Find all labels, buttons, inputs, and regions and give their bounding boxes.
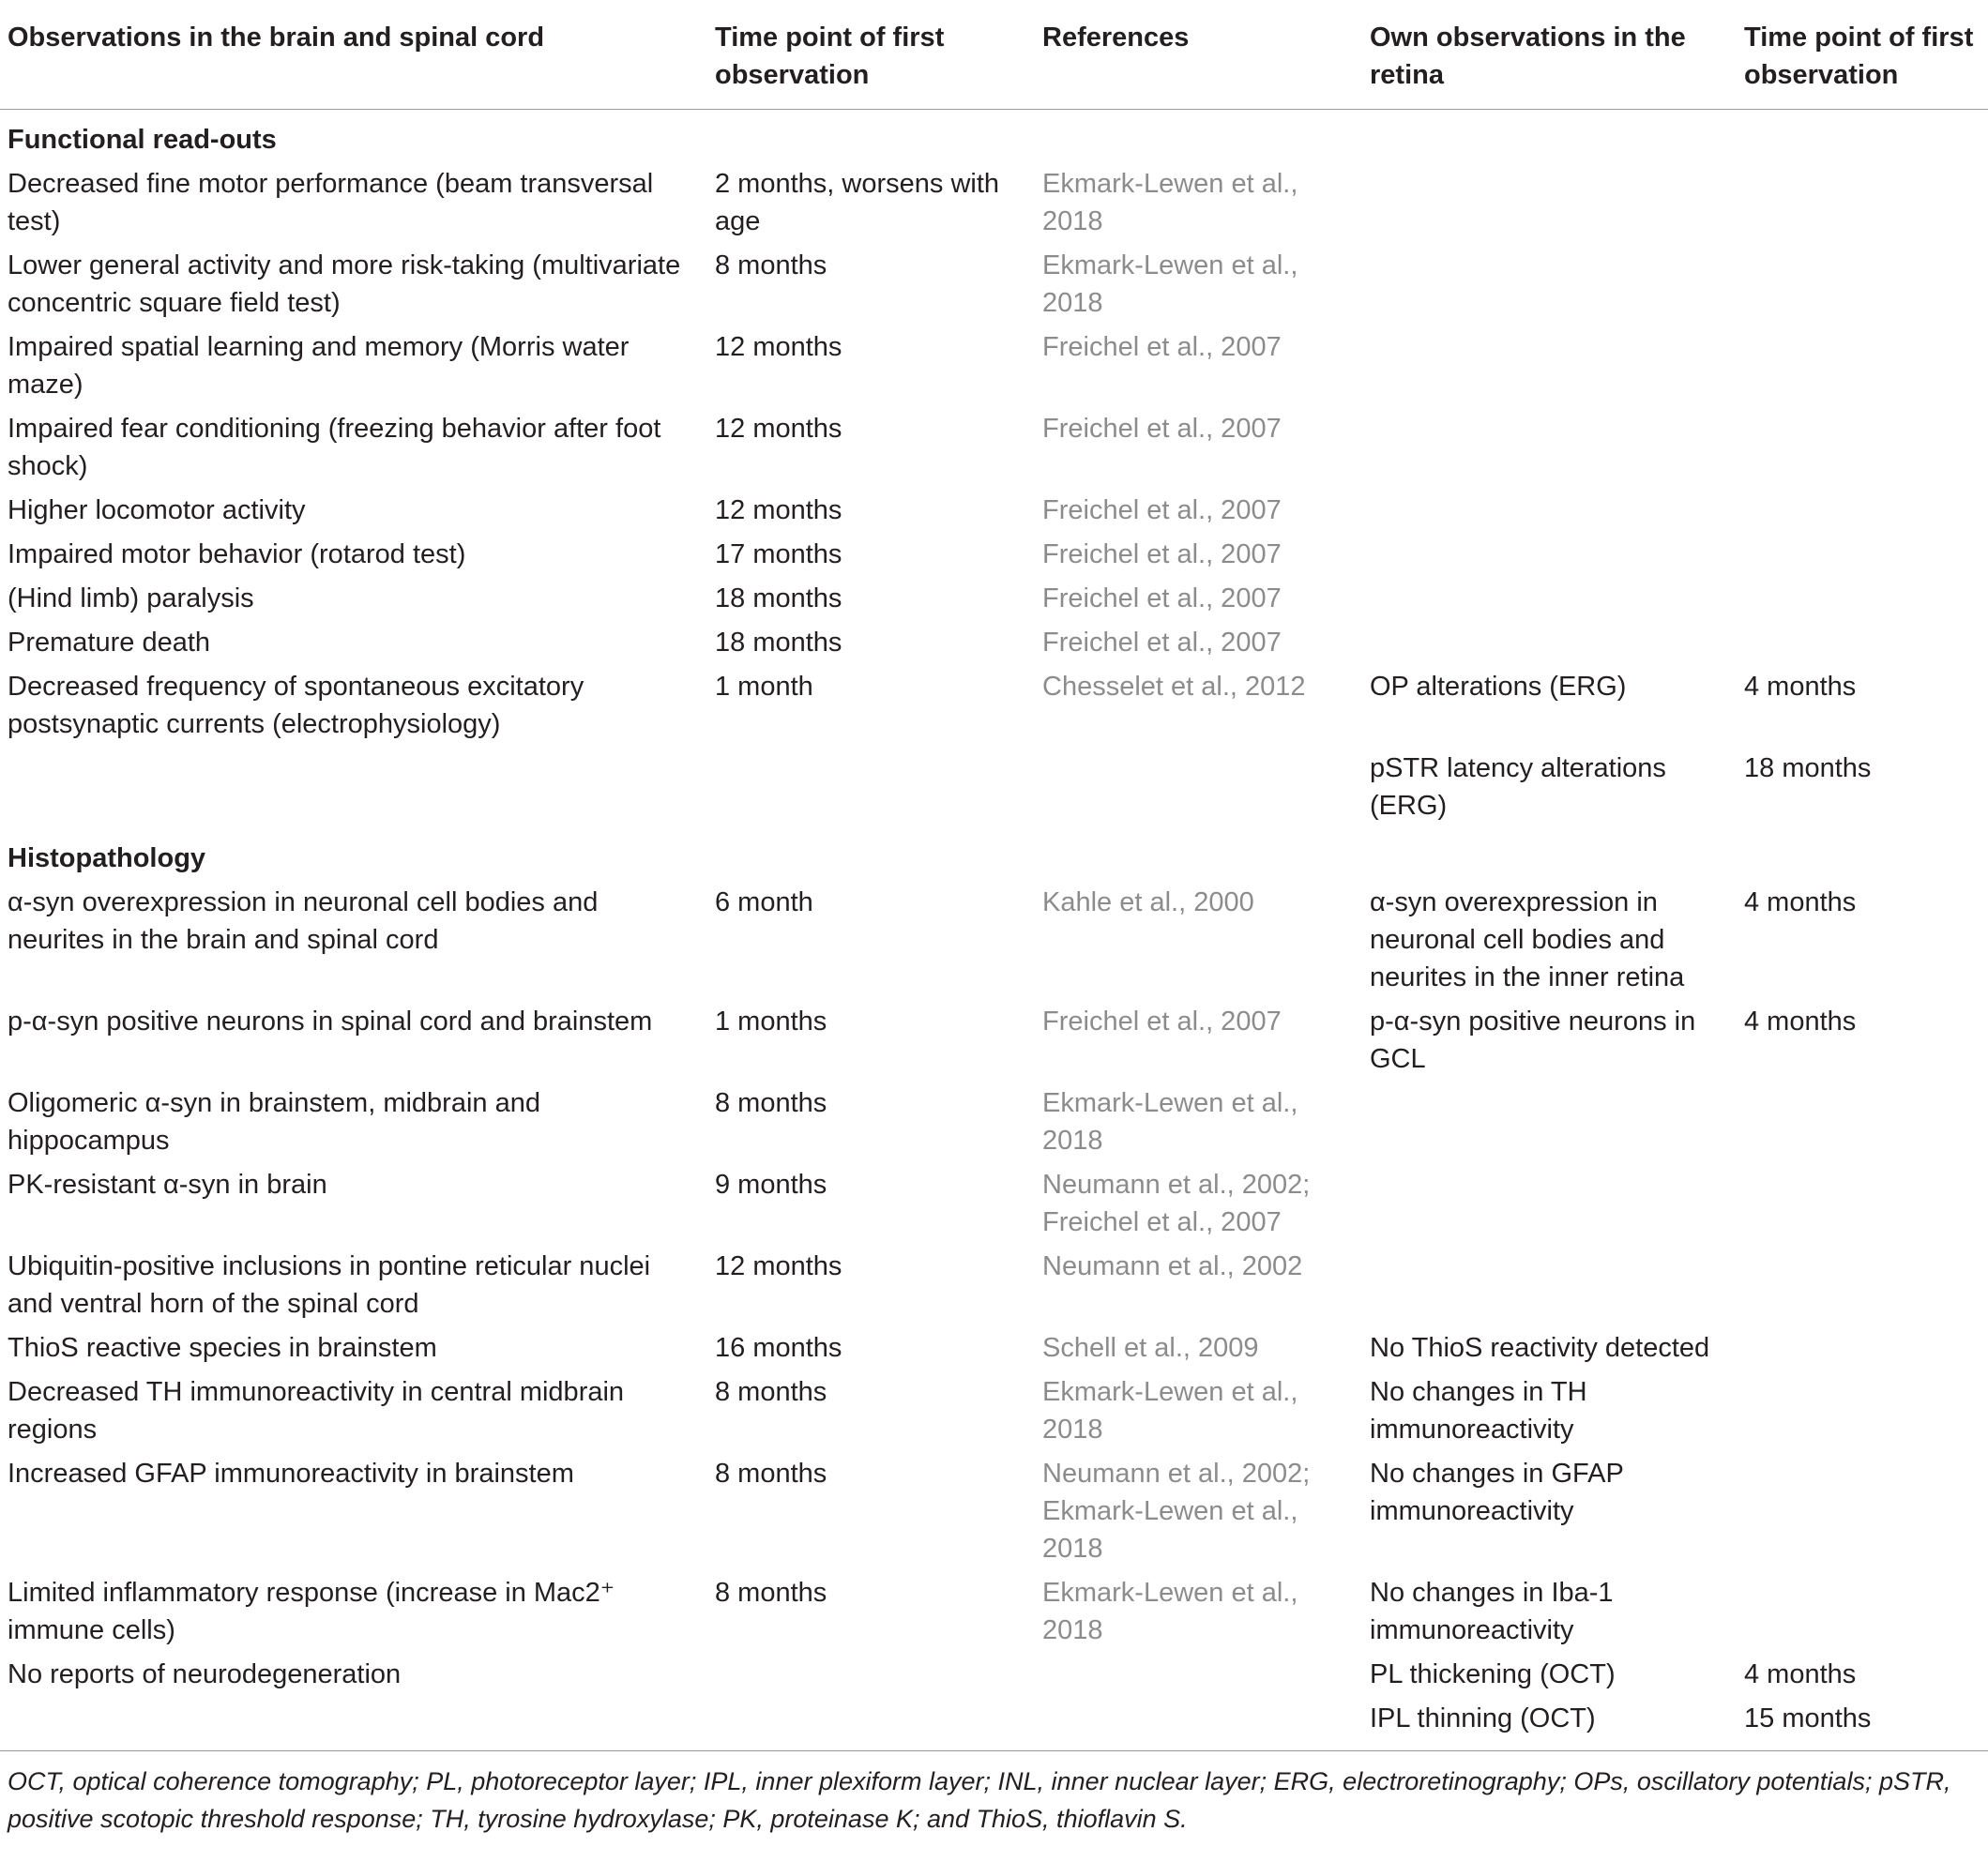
retina-observation-cell: No changes in GFAP immunoreactivity <box>1370 1459 1624 1526</box>
table-row <box>0 1653 1988 1697</box>
reference-cell: Freichel et al., 2007 <box>1042 332 1282 362</box>
brain-observation-cell: Lower general activity and more risk-taking (multivariate concentric square field test) <box>8 250 681 318</box>
header-row <box>0 0 1988 110</box>
brain-observation-cell: Impaired motor behavior (rotarod test) <box>8 539 466 569</box>
retina-observation-cell <box>1362 533 1737 577</box>
brain-observation-cell: α-syn overexpression in neuronal cell bodies and neurites in the brain and spinal cord <box>8 887 599 955</box>
retina-observation-cell: OP alterations (ERG) <box>1370 672 1627 702</box>
table-body <box>0 110 1988 1751</box>
header-brain-time-point: Time point of first observation <box>707 0 1035 110</box>
retina-time-point-cell <box>1737 621 1988 665</box>
reference-cell: Ekmark-Lewen et al., 2018 <box>1042 1578 1298 1645</box>
header-references: References <box>1035 0 1362 110</box>
retina-observation-cell <box>1362 577 1737 621</box>
brain-observation-cell: Higher locomotor activity <box>8 495 306 525</box>
retina-time-point-cell <box>1737 489 1988 533</box>
brain-time-point-cell: 16 months <box>715 1333 842 1363</box>
brain-observation-cell: Decreased frequency of spontaneous excitatory postsynaptic currents (electrophysiology) <box>8 672 584 739</box>
brain-time-point-cell <box>707 1653 1035 1697</box>
brain-observation-cell: Ubiquitin-positive inclusions in pontine reticular nuclei and ventral horn of the spinal cord <box>8 1251 651 1319</box>
brain-observation-cell: Oligomeric α-syn in brainstem, midbrain and hippocampus <box>8 1088 540 1156</box>
retina-time-point-cell: 4 months <box>1744 672 1857 702</box>
retina-observation-cell <box>1362 407 1737 489</box>
retina-observation-cell <box>1362 244 1737 325</box>
retina-observation-cell: PL thickening (OCT) <box>1370 1659 1616 1689</box>
brain-time-point-cell <box>707 747 1035 828</box>
retina-observation-cell <box>1362 1082 1737 1163</box>
reference-cell: Freichel et al., 2007 <box>1042 583 1282 613</box>
reference-cell: Ekmark-Lewen et al., 2018 <box>1042 1377 1298 1445</box>
reference-cell: Freichel et al., 2007 <box>1042 495 1282 525</box>
section-title: Functional read-outs <box>8 125 277 155</box>
table-row <box>0 1326 1988 1370</box>
brain-observation-cell: Premature death <box>8 628 211 658</box>
table-row <box>0 407 1988 489</box>
table-row <box>0 747 1988 828</box>
brain-observation-cell <box>0 1697 707 1750</box>
reference-cell: Neumann et al., 2002; Ekmark-Lewen et al., 2018 <box>1042 1459 1311 1564</box>
section-row <box>0 828 1988 881</box>
brain-observation-cell: Impaired spatial learning and memory (Morris water maze) <box>8 332 630 400</box>
brain-time-point-cell: 8 months <box>715 1088 827 1118</box>
table-row <box>0 162 1988 244</box>
reference-cell: Chesselet et al., 2012 <box>1042 672 1306 702</box>
brain-time-point-cell: 8 months <box>715 1578 827 1608</box>
reference-cell: Freichel et al., 2007 <box>1042 414 1282 444</box>
retina-observation-cell: No changes in TH immunoreactivity <box>1370 1377 1587 1445</box>
retina-time-point-cell: 4 months <box>1744 1007 1857 1037</box>
brain-observation-cell: Impaired fear conditioning (freezing behavior after foot shock) <box>8 414 661 481</box>
brain-time-point-cell: 18 months <box>715 628 842 658</box>
retina-observation-cell: pSTR latency alterations (ERG) <box>1370 753 1666 821</box>
retina-observation-cell: No changes in Iba-1 immunoreactivity <box>1370 1578 1614 1645</box>
brain-time-point-cell: 8 months <box>715 250 827 280</box>
table-row <box>0 577 1988 621</box>
retina-time-point-cell <box>1737 244 1988 325</box>
table-header <box>0 0 1988 110</box>
retina-time-point-cell <box>1737 162 1988 244</box>
table-row <box>0 1082 1988 1163</box>
brain-time-point-cell: 17 months <box>715 539 842 569</box>
retina-time-point-cell <box>1737 407 1988 489</box>
retina-observation-cell <box>1362 162 1737 244</box>
reference-cell: Neumann et al., 2002 <box>1042 1251 1303 1281</box>
retina-time-point-cell <box>1737 1163 1988 1245</box>
retina-time-point-cell <box>1737 577 1988 621</box>
retina-time-point-cell: 15 months <box>1744 1703 1872 1733</box>
table-row <box>0 325 1988 407</box>
retina-observation-cell <box>1362 1163 1737 1245</box>
table-row <box>0 1000 1988 1082</box>
brain-time-point-cell: 1 month <box>715 672 813 702</box>
brain-observation-cell: Limited inflammatory response (increase in Mac2⁺ immune cells) <box>8 1578 615 1645</box>
retina-observation-cell: No ThioS reactivity detected <box>1370 1333 1710 1363</box>
retina-time-point-cell <box>1737 325 1988 407</box>
brain-observation-cell: Decreased TH immunoreactivity in central midbrain regions <box>8 1377 625 1445</box>
brain-time-point-cell: 2 months, worsens with age <box>715 169 1000 236</box>
table-row <box>0 533 1988 577</box>
retina-observation-cell <box>1362 489 1737 533</box>
retina-observation-cell <box>1362 1245 1737 1326</box>
table-row <box>0 1163 1988 1245</box>
brain-observation-cell: PK-resistant α-syn in brain <box>8 1170 327 1200</box>
brain-observation-cell: Decreased fine motor performance (beam transversal test) <box>8 169 654 236</box>
retina-observation-cell: α-syn overexpression in neuronal cell bodies and neurites in the inner retina <box>1370 887 1685 992</box>
table-row <box>0 665 1988 747</box>
retina-time-point-cell <box>1737 1082 1988 1163</box>
retina-time-point-cell <box>1737 1571 1988 1653</box>
brain-observation-cell: ThioS reactive species in brainstem <box>8 1333 437 1363</box>
retina-observation-cell: p-α-syn positive neurons in GCL <box>1370 1007 1696 1074</box>
table-row <box>0 1571 1988 1653</box>
reference-cell: Ekmark-Lewen et al., 2018 <box>1042 1088 1298 1156</box>
reference-cell: Freichel et al., 2007 <box>1042 628 1282 658</box>
brain-observation-cell: (Hind limb) paralysis <box>8 583 254 613</box>
brain-observation-cell: No reports of neurodegeneration <box>8 1659 402 1689</box>
retina-time-point-cell <box>1737 533 1988 577</box>
brain-time-point-cell: 12 months <box>715 495 842 525</box>
table-row <box>0 489 1988 533</box>
retina-time-point-cell <box>1737 1370 1988 1452</box>
reference-cell: Neumann et al., 2002; Freichel et al., 2007 <box>1042 1170 1311 1237</box>
retina-time-point-cell: 4 months <box>1744 887 1857 917</box>
reference-cell: Ekmark-Lewen et al., 2018 <box>1042 250 1298 318</box>
brain-time-point-cell: 18 months <box>715 583 842 613</box>
brain-time-point-cell: 12 months <box>715 332 842 362</box>
reference-cell <box>1035 1697 1362 1750</box>
brain-time-point-cell: 8 months <box>715 1459 827 1489</box>
section-row <box>0 110 1988 163</box>
brain-time-point-cell: 12 months <box>715 414 842 444</box>
table-row <box>0 1370 1988 1452</box>
table-row <box>0 244 1988 325</box>
table-row <box>0 1697 1988 1750</box>
table-row <box>0 1245 1988 1326</box>
reference-cell: Freichel et al., 2007 <box>1042 539 1282 569</box>
brain-observation-cell: p-α-syn positive neurons in spinal cord and brainstem <box>8 1007 653 1037</box>
brain-observation-cell: Increased GFAP immunoreactivity in brainstem <box>8 1459 574 1489</box>
header-brain-observations: Observations in the brain and spinal cord <box>0 0 707 110</box>
table-row <box>0 881 1988 1000</box>
retina-time-point-cell <box>1737 1245 1988 1326</box>
reference-cell <box>1035 1653 1362 1697</box>
reference-cell: Freichel et al., 2007 <box>1042 1007 1282 1037</box>
brain-time-point-cell: 1 months <box>715 1007 827 1037</box>
brain-time-point-cell: 6 month <box>715 887 813 917</box>
retina-time-point-cell <box>1737 1452 1988 1571</box>
retina-time-point-cell <box>1737 1326 1988 1370</box>
table-row <box>0 621 1988 665</box>
reference-cell: Kahle et al., 2000 <box>1042 887 1254 917</box>
header-retina-time-point: Time point of first observation <box>1737 0 1988 110</box>
brain-observation-cell <box>0 747 707 828</box>
retina-time-point-cell: 4 months <box>1744 1659 1857 1689</box>
reference-cell: Ekmark-Lewen et al., 2018 <box>1042 169 1298 236</box>
table-footnote: OCT, optical coherence tomography; PL, photoreceptor layer; IPL, inner plexiform layer; INL, inner nuclear layer; ERG, electroretinography; OPs, oscillatory potentials; pSTR, positive scotopic threshold response; TH, tyrosine hydroxylase; PK, proteinase K; and ThioS, thioflavin S. <box>0 1750 1988 1838</box>
brain-time-point-cell: 8 months <box>715 1377 827 1407</box>
brain-time-point-cell: 9 months <box>715 1170 827 1200</box>
section-title: Histopathology <box>8 843 206 873</box>
reference-cell <box>1035 747 1362 828</box>
retina-time-point-cell: 18 months <box>1744 753 1872 783</box>
reference-cell: Schell et al., 2009 <box>1042 1333 1259 1363</box>
table-row <box>0 1452 1988 1571</box>
header-retina-observations: Own observations in the retina <box>1362 0 1737 110</box>
brain-time-point-cell: 12 months <box>715 1251 842 1281</box>
retina-observation-cell <box>1362 325 1737 407</box>
retina-observation-cell: IPL thinning (OCT) <box>1370 1703 1596 1733</box>
brain-time-point-cell <box>707 1697 1035 1750</box>
retina-observation-cell <box>1362 621 1737 665</box>
